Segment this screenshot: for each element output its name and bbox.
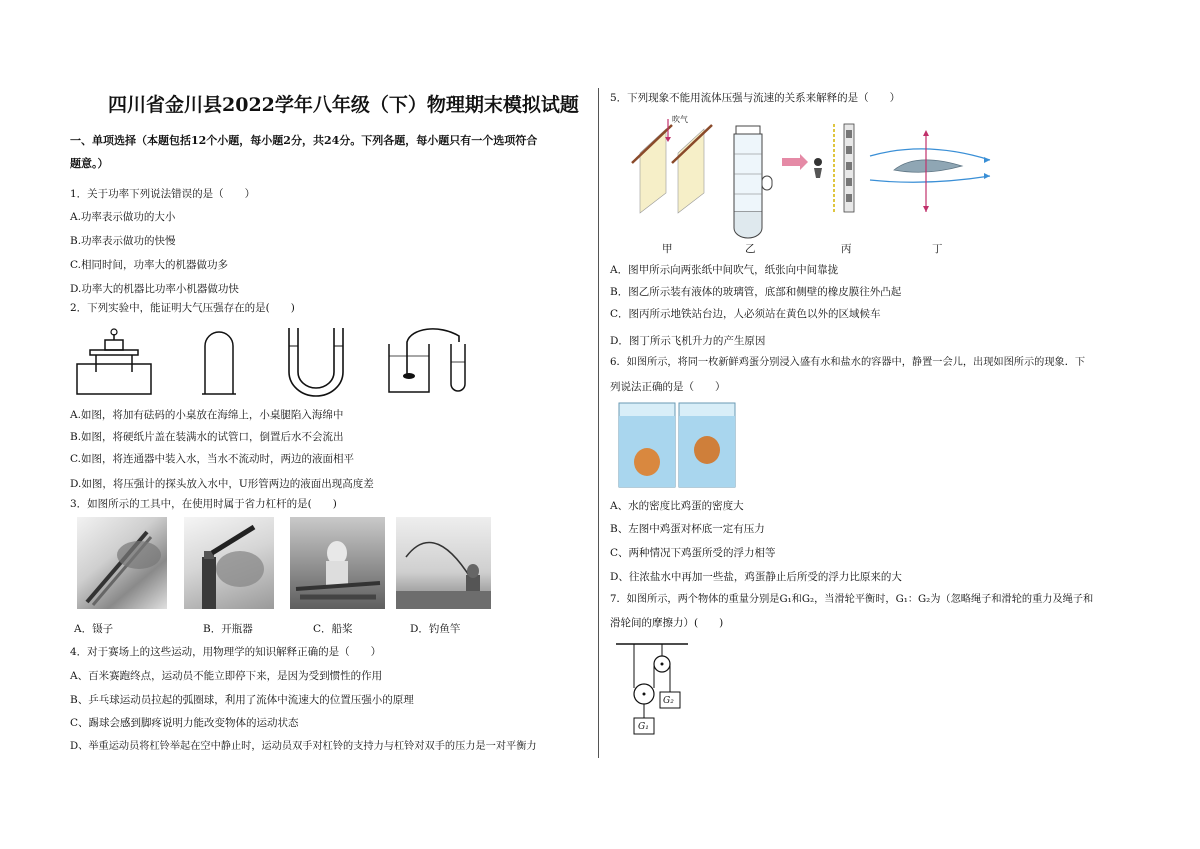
q5-fig-label-jia: 甲 — [662, 243, 673, 255]
q6-option-b: B、左图中鸡蛋对杯底一定有压力 — [610, 523, 765, 535]
q2-option-d: D.如图，将压强计的探头放入水中，U形管两边的液面出现高度差 — [70, 478, 374, 490]
q2-figure-u-tube — [287, 326, 345, 398]
q3-option-d: D．钓鱼竿 — [410, 623, 461, 635]
q2-stem: 2．下列实验中，能证明大气压强存在的是( ) — [70, 302, 295, 314]
q7-stem-line1: 7．如图所示，两个物体的重量分别是G₁和G₂，当滑轮平衡时，G₁：G₂为（忽略绳子和滑轮的重力及绳子和 — [610, 594, 1094, 605]
q5-option-d: D．图丁所示飞机升力的产生原因 — [610, 335, 766, 347]
q7-label-g1: G₁ — [638, 722, 649, 732]
q7-label-g2: G₂ — [663, 696, 674, 706]
section-heading-line2: 题意。） — [70, 157, 109, 170]
q1-option-b: B.功率表示做功的快慢 — [70, 235, 176, 247]
q7-figure-pulleys — [614, 638, 694, 740]
q5-figure-jia-papers — [628, 115, 720, 215]
q5-figure-ding-airfoil — [866, 130, 996, 214]
q5-option-c: C．图丙所示地铁站台边，人必须站在黄色以外的区域候车 — [610, 308, 881, 320]
q5-option-a: A．图甲所示向两张纸中间吹气，纸张向中间靠拢 — [610, 264, 839, 276]
q4-stem: 4．对于赛场上的这些运动，用物理学的知识解释正确的是（ ） — [70, 646, 382, 658]
q3-photo-boat-oars — [290, 517, 385, 609]
q3-option-a: A．镊子 — [74, 623, 114, 635]
q5-fig-label-bing: 丙 — [841, 243, 852, 255]
q7-stem-line2: 滑轮间的摩擦力）( ) — [610, 617, 724, 629]
q6-option-c: C、两种情况下鸡蛋所受的浮力相等 — [610, 547, 776, 559]
q3-photo-fishing-rod — [396, 517, 491, 609]
q4-option-b: B、乒乓球运动员拉起的弧圈球，利用了流体中流速大的位置压强小的原理 — [70, 694, 414, 706]
q2-figure-pressure-gauge — [385, 322, 475, 398]
q6-option-a: A、水的密度比鸡蛋的密度大 — [610, 500, 744, 512]
q2-figure-table-on-sponge — [76, 328, 156, 396]
q2-option-a: A.如图，将加有砝码的小桌放在海绵上，小桌腿陷入海绵中 — [70, 409, 344, 421]
q6-stem-line1: 6．如图所示，将同一枚新鲜鸡蛋分别浸入盛有水和盐水的容器中，静置一会儿，出现如图所示的现象．下 — [610, 357, 1086, 368]
q1-option-d: D.功率大的机器比功率小机器做功快 — [70, 283, 239, 295]
q4-option-a: A、百米赛跑终点，运动员不能立即停下来，是因为受到惯性的作用 — [70, 670, 383, 682]
q6-option-d: D、往浓盐水中再加一些盐，鸡蛋静止后所受的浮力比原来的大 — [610, 571, 902, 583]
q5-option-b: B．图乙所示装有液体的玻璃管，底部和侧壁的橡皮膜往外凸起 — [610, 286, 902, 298]
q4-option-d: D、举重运动员将杠铃举起在空中静止时，运动员双手对杠铃的支持力与杠铃对双手的压力是一对平衡力 — [70, 741, 537, 752]
q5-figure-yi-tube — [726, 124, 776, 240]
q2-option-c: C.如图，将连通器中装入水，当水不流动时，两边的液面相平 — [70, 453, 354, 465]
q3-option-b: B．开瓶器 — [203, 623, 253, 635]
q5-fig-label-yi: 乙 — [745, 243, 756, 255]
q2-figure-inverted-tube — [200, 328, 240, 396]
page-title: 四川省金川县2022学年八年级（下）物理期末模拟试题 — [108, 94, 579, 116]
q1-option-c: C.相同时间，功率大的机器做功多 — [70, 259, 228, 271]
column-divider — [598, 88, 599, 758]
q4-option-c: C、踢球会感到脚疼说明力能改变物体的运动状态 — [70, 717, 299, 729]
section-heading-line1: 一、单项选择（本题包括12个小题，每小题2分，共24分。下列各题，每小题只有一个选项符合 — [70, 134, 538, 147]
q5-stem: 5．下列现象不能用流体压强与流速的关系来解释的是（ ） — [610, 92, 901, 104]
q5-blow-label: 吹气 — [672, 115, 688, 124]
q2-option-b: B.如图，将硬纸片盖在装满水的试管口，倒置后水不会流出 — [70, 431, 344, 443]
q3-photo-bottle-opener — [184, 517, 274, 609]
q3-option-c: C．船桨 — [313, 623, 353, 635]
q1-option-a: A.功率表示做功的大小 — [70, 211, 176, 223]
q3-photo-tweezers — [77, 517, 167, 609]
q1-stem: 1．关于功率下列说法错误的是（ ） — [70, 188, 256, 200]
q3-stem: 3．如图所示的工具中，在使用时属于省力杠杆的是( ) — [70, 498, 337, 510]
q5-figure-bing-platform — [780, 122, 864, 214]
q6-figure-eggs — [618, 402, 736, 488]
q5-fig-label-ding: 丁 — [932, 243, 943, 255]
q6-stem-line2: 列说法正确的是（ ） — [610, 381, 726, 393]
